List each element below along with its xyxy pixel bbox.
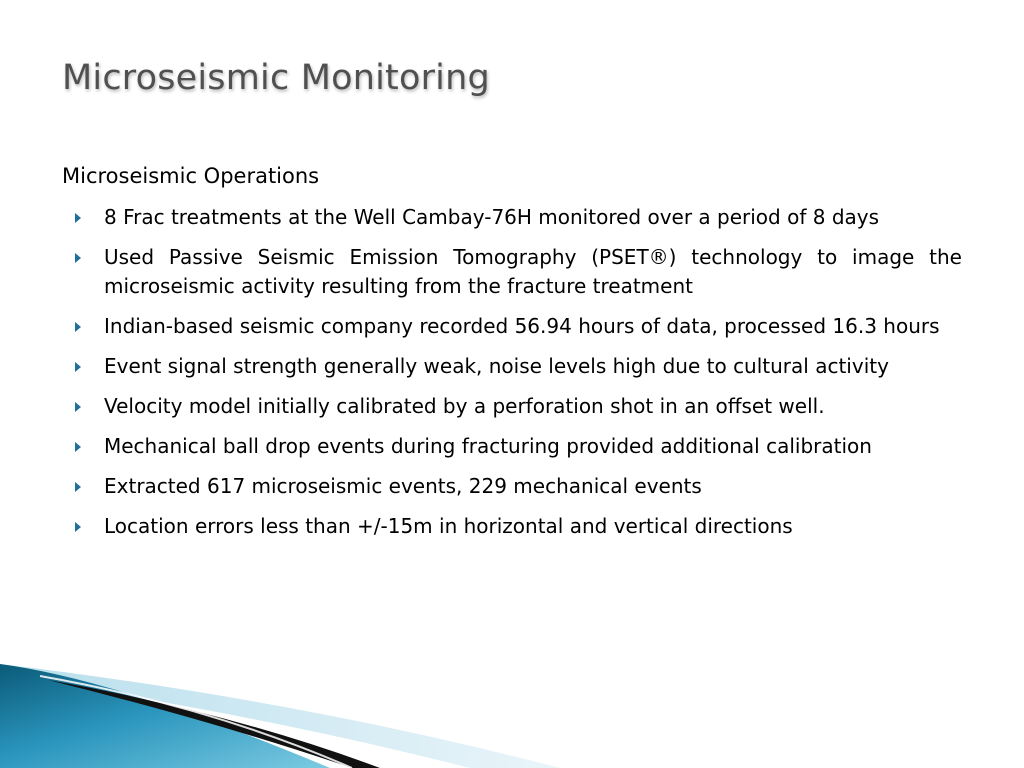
triangle-right-icon [75, 253, 81, 263]
bullet-item [62, 352, 962, 381]
bullet-item [62, 312, 962, 341]
triangle-right-icon [75, 402, 81, 412]
section-subheading: Microseismic Operations [62, 164, 320, 188]
bullet-text: Used Passive Seismic Emission Tomography (PSET®) technology to image the microseismic activity resulting from the fracture treatment [104, 245, 962, 298]
bullet-item [62, 432, 962, 461]
bullet-text: Event signal strength generally weak, noise levels high due to cultural activity [104, 354, 889, 378]
slide-title: Microseismic Monitoring [62, 58, 490, 98]
bullet-item [62, 512, 962, 541]
bullet-text: Mechanical ball drop events during fracturing provided additional calibration [104, 434, 872, 458]
bullet-text: Indian-based seismic company recorded 56.94 hours of data, processed 16.3 hours [104, 314, 940, 338]
triangle-right-icon [75, 522, 81, 532]
bullet-item [62, 203, 962, 232]
bullet-item [62, 392, 962, 421]
triangle-right-icon [75, 482, 81, 492]
triangle-right-icon [75, 213, 81, 223]
bullet-text: Velocity model initially calibrated by a perforation shot in an offset well. [104, 394, 825, 418]
bullet-item [62, 243, 962, 301]
triangle-right-icon [75, 362, 81, 372]
bullet-text: 8 Frac treatments at the Well Cambay-76H monitored over a period of 8 days [104, 205, 880, 229]
bullet-text: Location errors less than +/-15m in horizontal and vertical directions [104, 514, 793, 538]
bullet-text: Extracted 617 microseismic events, 229 mechanical events [104, 474, 702, 498]
bullet-list [62, 203, 962, 552]
triangle-right-icon [75, 442, 81, 452]
triangle-right-icon [75, 322, 81, 332]
bullet-item [62, 472, 962, 501]
